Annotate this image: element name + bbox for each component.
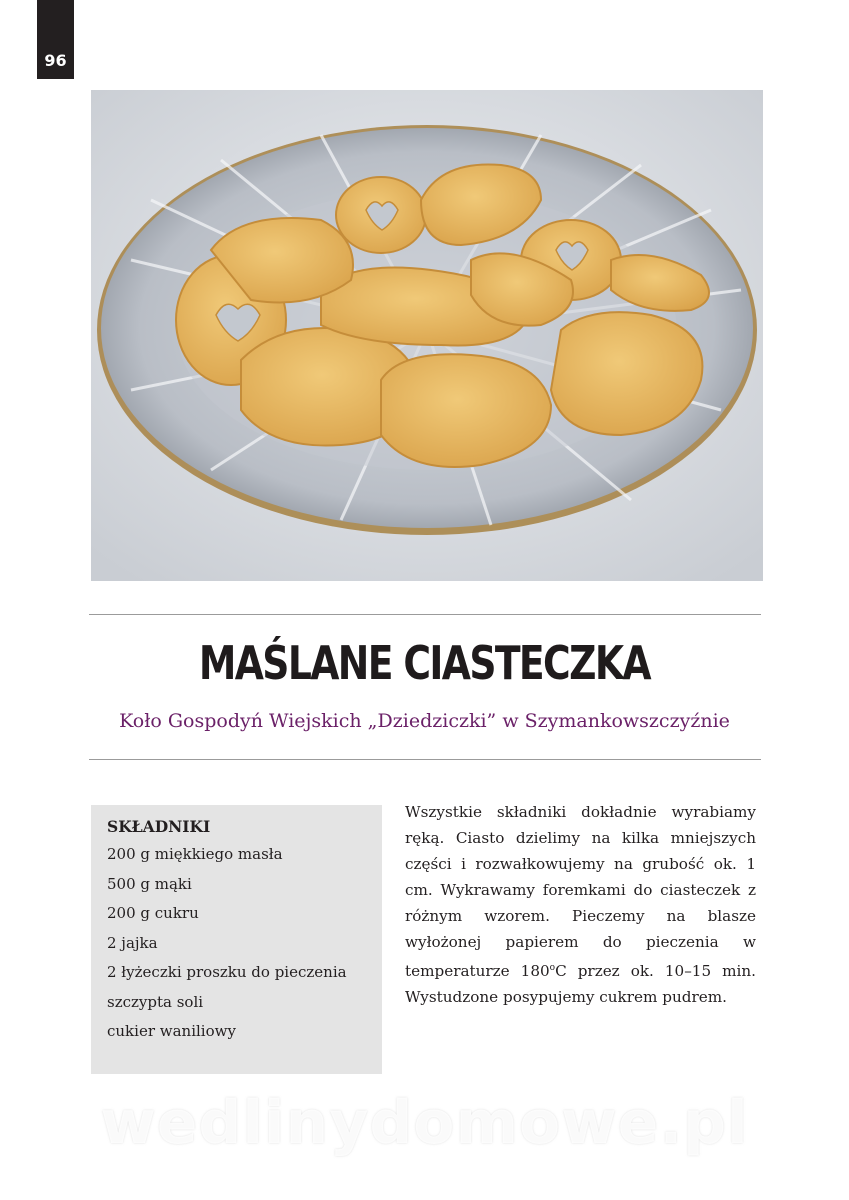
- ingredient-item: 2 jajka: [107, 933, 158, 952]
- ingredients-list: [107, 840, 382, 1047]
- ingredient-item: 500 g mąki: [107, 874, 192, 893]
- top-divider: [89, 614, 761, 615]
- recipe-title: MAŚLANE CIASTECZKA: [198, 636, 650, 690]
- ingredient-item: szczypta soli: [107, 992, 204, 1011]
- preparation-text: [405, 799, 756, 1010]
- degree-sign: o: [549, 963, 556, 973]
- preparation-text-part-1: Wszystkie składniki dokładnie wyrabiamy ręką. Ciasto dzielimy na kilka mniejszych części i rozwałkowujemy na grubość ok. 1 cm. Wykrawamy foremkami do ciasteczek z różnym wzorem. Pieczemy na blasze wyłożonej papierem do pieczenia w temperaturze 180: [405, 803, 756, 981]
- ingredient-item: 2 łyżeczki proszku do pieczenia: [107, 963, 347, 981]
- cookies-photo: [91, 90, 763, 581]
- bottom-divider: [89, 759, 761, 760]
- page-number: 96: [37, 0, 74, 79]
- recipe-author: Koło Gospodyń Wiejskich „Dziedziczki” w Szymankowszczyźnie: [119, 710, 730, 732]
- ingredients-box: [91, 805, 382, 1074]
- ingredient-item: cukier waniliowy: [107, 1022, 236, 1040]
- preparation-text-part-2: C przez ok. 10–15 min. Wystudzone posypujemy cukrem pudrem.: [405, 962, 756, 1007]
- ingredients-heading: SKŁADNIKI: [107, 817, 211, 836]
- ingredient-item: 200 g miękkiego masła: [107, 845, 283, 863]
- cookies-on-glass-plate-image: [91, 90, 763, 581]
- watermark: wedlinydomowe.pl: [100, 1088, 749, 1158]
- ingredient-item: 200 g cukru: [107, 904, 199, 922]
